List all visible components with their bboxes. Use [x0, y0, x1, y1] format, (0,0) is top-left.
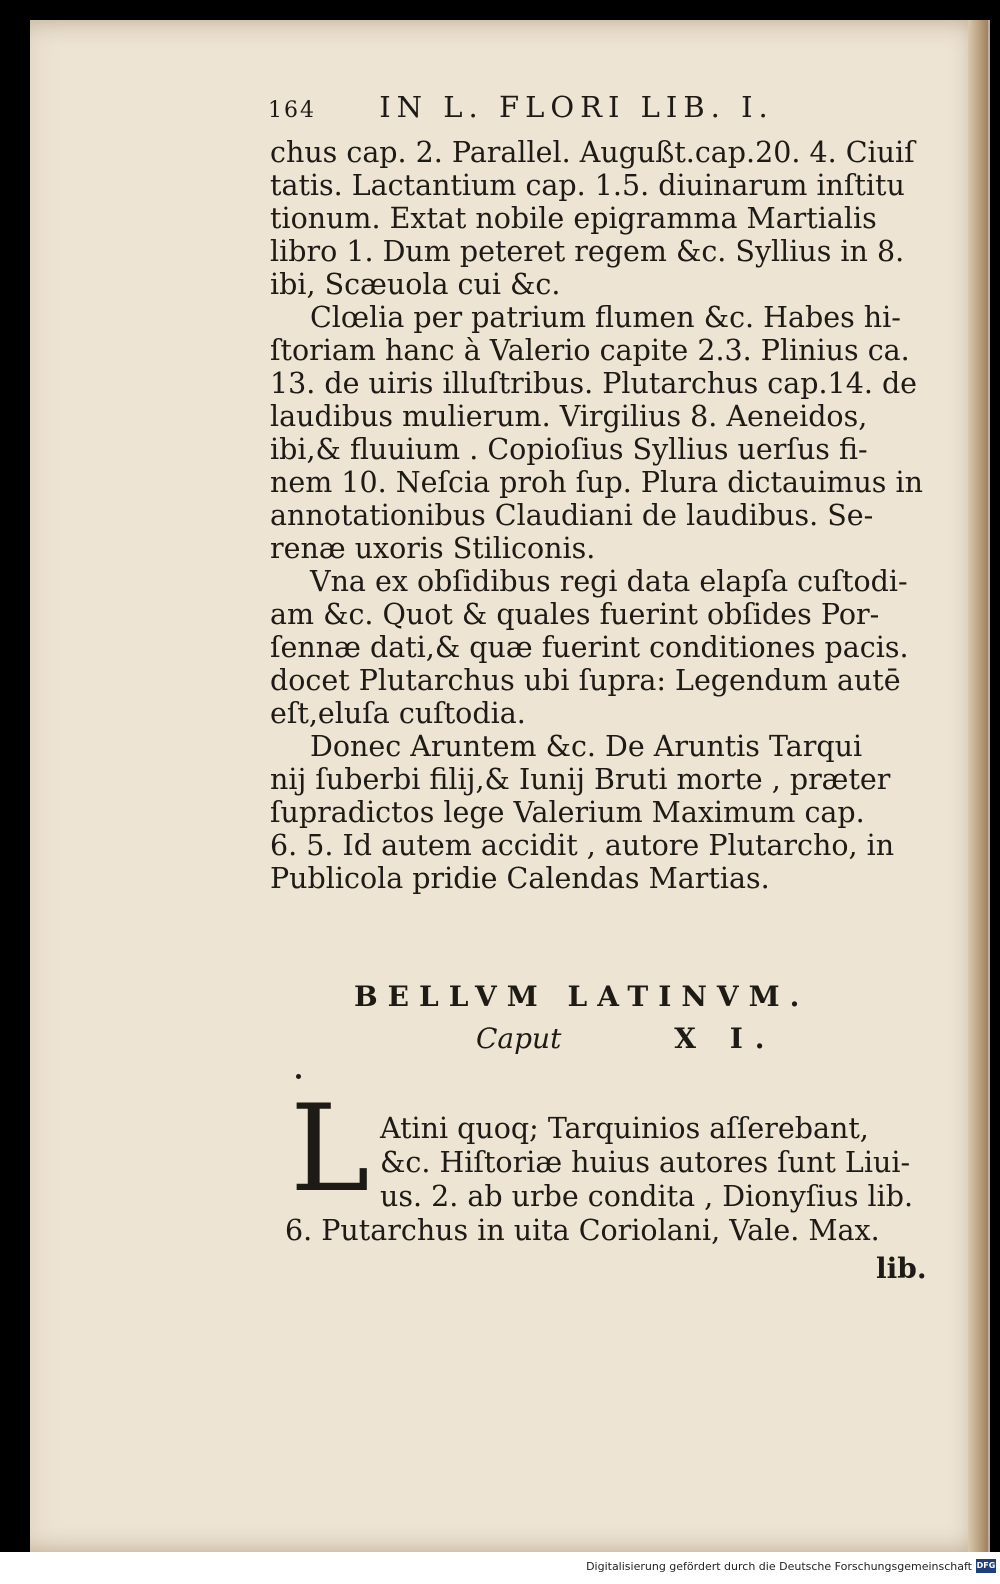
text-line: ibi,& fluuium . Copioſius Syllius uerſus fi- — [270, 433, 868, 466]
dfg-logo: DFG — [976, 1559, 996, 1573]
chapter-opening-text — [380, 1112, 940, 1214]
text-line: docet Plutarchus ubi ſupra: Legendum autē — [270, 664, 901, 697]
text-line: tionum. Extat nobile epigramma Martialis — [270, 202, 877, 235]
section-heading: BELLVM LATINVM. — [354, 980, 810, 1013]
catchword: lib. — [876, 1252, 927, 1285]
text-line: renæ uxoris Stiliconis. — [270, 532, 596, 565]
text-line: us. 2. ab urbe condita , Dionyſius lib. — [380, 1180, 914, 1213]
funding-credit: Digitalisierung gefördert durch die Deutsche Forschungsgemeinschaft — [586, 1560, 972, 1573]
text-line: libro 1. Dum peteret regem &c. Syllius in 8. — [270, 235, 905, 268]
caput-word: Caput — [476, 1022, 562, 1055]
ink-speck — [296, 1074, 301, 1079]
text-line: 6. 5. Id autem accidit , autore Plutarcho, in — [270, 829, 895, 862]
digitization-footer — [0, 1552, 1000, 1584]
text-line: ſupradictos lege Valerium Maximum cap. — [270, 796, 865, 829]
text-line: ſtoriam hanc à Valerio capite 2.3. Plinius ca. — [270, 334, 910, 367]
text-line: nij ſuberbi filij,& Iunij Bruti morte , præter — [270, 763, 891, 796]
text-line: laudibus mulierum. Virgilius 8. Aeneidos, — [270, 400, 868, 433]
text-line: Atini quoq; Tarquinios aſſerebant, — [380, 1112, 869, 1145]
text-line: tatis. Lactantium cap. 1.5. diuinarum inſtitu — [270, 169, 905, 202]
text-line: Clœlia per patrium flumen &c. Habes hi- — [310, 301, 901, 334]
text-line: ibi, Scæuola cui &c. — [270, 268, 561, 301]
text-line: 13. de uiris illuſtribus. Plutarchus cap.14. de — [270, 367, 918, 400]
drop-cap-initial: L — [290, 1080, 370, 1219]
text-line: ſennæ dati,& quæ fuerint conditiones pacis. — [270, 631, 909, 664]
chapter-continued-text — [285, 1214, 945, 1248]
text-line: eſt,eluſa cuſtodia. — [270, 697, 526, 730]
text-line: chus cap. 2. Parallel. Augußt.cap.20. 4. Ciuiſ — [270, 136, 915, 169]
text-line: Donec Aruntem &c. De Aruntis Tarqui — [310, 730, 863, 763]
body-text — [270, 136, 935, 895]
text-line: annotationibus Claudiani de laudibus. Se- — [270, 499, 874, 532]
text-line: nem 10. Neſcia proh ſup. Plura dictauimus in — [270, 466, 923, 499]
chapter-label — [476, 1022, 876, 1055]
text-line: &c. Hiſtoriæ huius autores ſunt Liui- — [380, 1146, 911, 1179]
text-line: am &c. Quot & quales fuerint obſides Por- — [270, 598, 880, 631]
running-head-title: IN L. FLORI LIB. I. — [379, 90, 774, 124]
page-edge — [968, 20, 988, 1552]
running-head — [268, 90, 868, 134]
text-line: 6. Putarchus in uita Coriolani, Vale. Max. — [285, 1214, 880, 1247]
page-number: 164 — [268, 98, 316, 123]
text-line: Vna ex obſidibus regi data elapſa cuſtodi- — [310, 565, 908, 598]
chapter-number: X I. — [674, 1022, 777, 1055]
text-line: Publicola pridie Calendas Martias. — [270, 862, 770, 895]
